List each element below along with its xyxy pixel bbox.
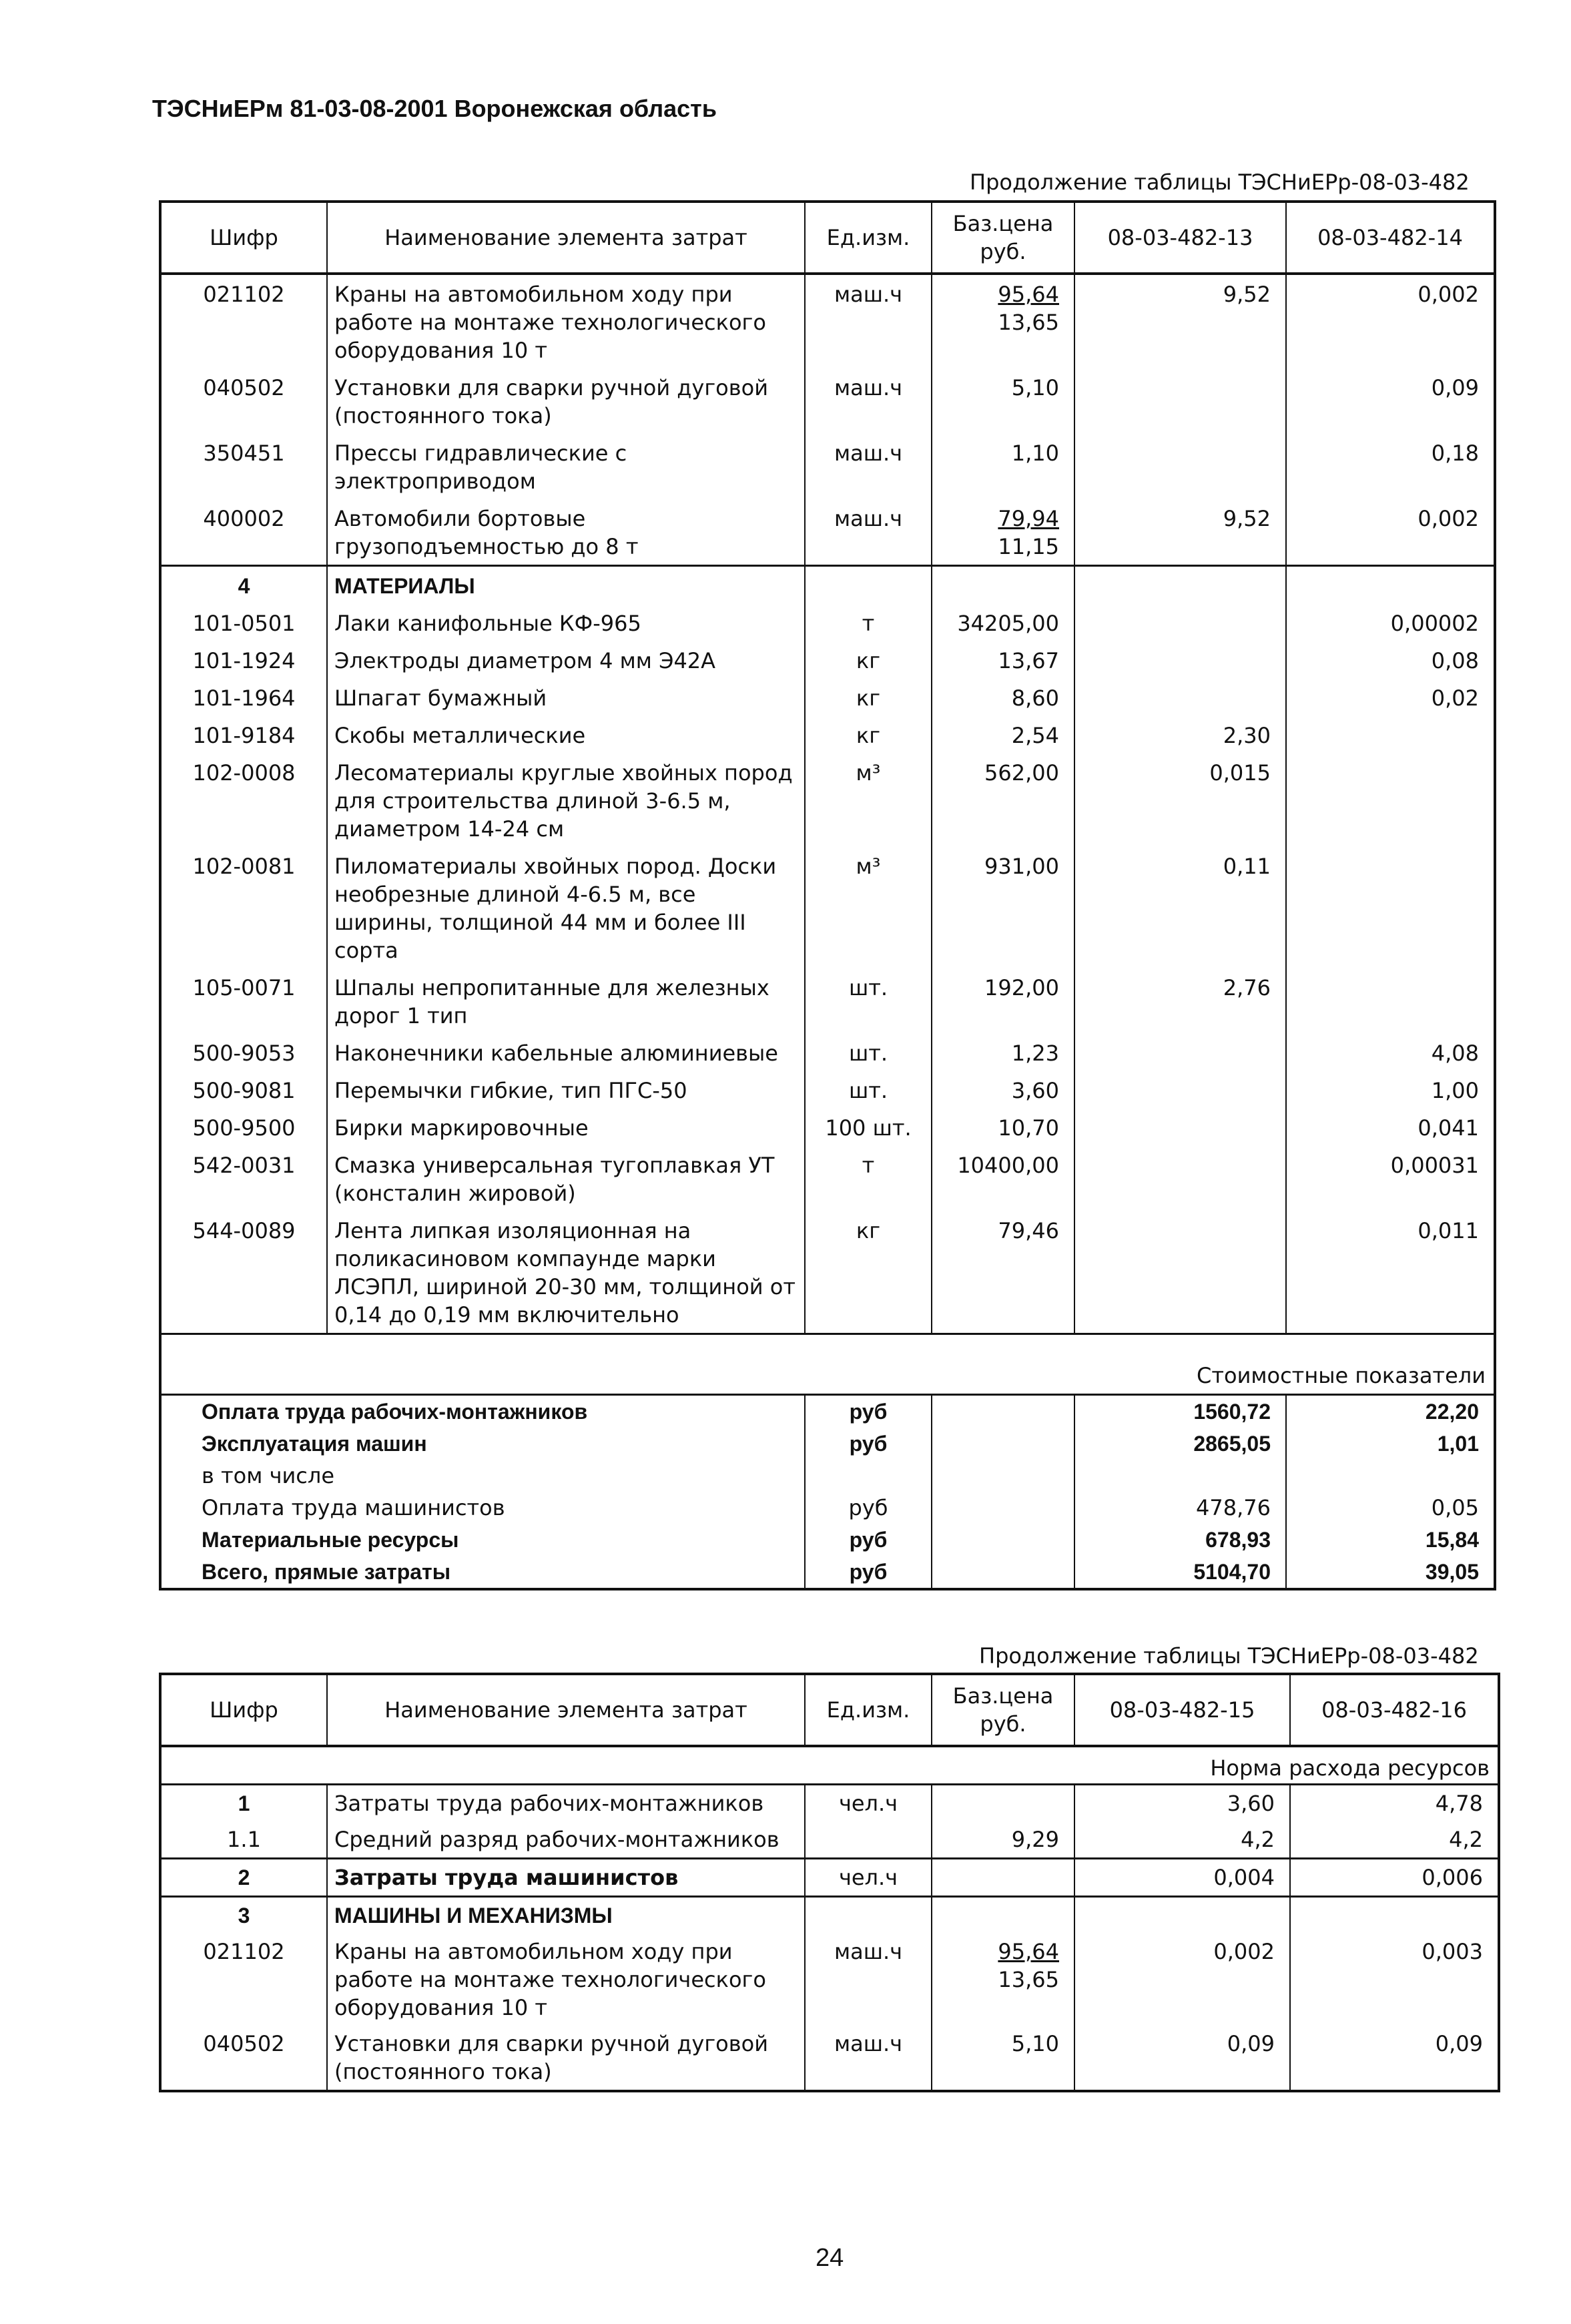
material-name: Лаки канифольные КФ-965 <box>327 604 805 641</box>
value-482-13 <box>1074 434 1286 499</box>
summary-482-13: 678,93 <box>1074 1524 1286 1556</box>
material-name: Наконечники кабельные алюминиевые <box>327 1034 805 1071</box>
base-price: 95,64 <box>998 1939 1059 1964</box>
base-price: 5,10 <box>1011 2031 1059 2056</box>
table-row <box>160 1211 1495 1334</box>
material-price: 931,00 <box>932 847 1074 968</box>
summary-482-14: 1,01 <box>1286 1428 1495 1460</box>
resource-price <box>932 1859 1074 1897</box>
page-number: 24 <box>816 2244 844 2272</box>
material-name: Шпагат бумажный <box>327 679 805 716</box>
material-name: Смазка универсальная тугоплавкая УТ (консталин жировой) <box>327 1146 805 1211</box>
empty-cell <box>932 566 1074 605</box>
table2 <box>159 1673 1500 2092</box>
table-row <box>160 274 1495 368</box>
summary-unit <box>805 1460 932 1492</box>
resource-price <box>932 274 1074 368</box>
base-price: 5,10 <box>1011 375 1059 400</box>
col-header-unit: Ед.изм. <box>805 1674 932 1746</box>
summary-row <box>160 1460 1495 1492</box>
material-name: Скобы металлические <box>327 716 805 754</box>
material-unit: м³ <box>805 754 932 847</box>
empty-cell <box>932 1395 1074 1428</box>
resource-unit: маш.ч <box>805 499 932 566</box>
value-482-15: 0,09 <box>1074 2026 1290 2091</box>
resource-code: 040502 <box>160 2026 327 2091</box>
resource-price <box>932 1934 1074 2026</box>
value-482-14 <box>1286 968 1495 1034</box>
resource-name: Автомобили бортовые грузоподъемностью до 8 т <box>327 499 805 566</box>
page-header: ТЭСНиЕРм 81-03-08-2001 Воронежская область <box>152 95 717 122</box>
section-title: МАТЕРИАЛЫ <box>327 566 805 605</box>
value-482-13 <box>1074 1146 1286 1211</box>
col-header-unit: Ед.изм. <box>805 202 932 274</box>
value-482-14: 0,002 <box>1286 274 1495 368</box>
resource-price <box>932 1785 1074 1822</box>
value-482-14: 0,00031 <box>1286 1146 1495 1211</box>
material-unit: м³ <box>805 847 932 968</box>
summary-label: Эксплуатация машин <box>160 1428 805 1460</box>
material-code: 500-9500 <box>160 1109 327 1146</box>
table-row <box>160 1934 1499 2026</box>
value-482-13: 2,30 <box>1074 716 1286 754</box>
value-482-16: 0,003 <box>1290 1934 1499 2026</box>
resource-price <box>932 499 1074 566</box>
table-row <box>160 641 1495 679</box>
col-header-name: Наименование элемента затрат <box>327 1674 805 1746</box>
material-unit: 100 шт. <box>805 1109 932 1146</box>
value-482-14: 0,002 <box>1286 499 1495 566</box>
table-row <box>160 754 1495 847</box>
material-code: 500-9081 <box>160 1071 327 1109</box>
summary-row <box>160 1428 1495 1460</box>
table-row <box>160 1109 1495 1146</box>
labour-price: 11,15 <box>998 534 1059 559</box>
value-482-15: 4,2 <box>1074 1821 1290 1859</box>
table-row <box>160 1034 1495 1071</box>
resource-unit: маш.ч <box>805 368 932 434</box>
material-code: 101-1964 <box>160 679 327 716</box>
col-header-code: Шифр <box>160 1674 327 1746</box>
material-price: 79,46 <box>932 1211 1074 1334</box>
summary-label: в том числе <box>160 1460 805 1492</box>
resource-name: Прессы гидравлические с электроприводом <box>327 434 805 499</box>
summary-482-13 <box>1074 1460 1286 1492</box>
resource-code: 2 <box>160 1859 327 1897</box>
col-header-v2: 08-03-482-14 <box>1286 202 1495 274</box>
table-row <box>160 847 1495 968</box>
table-row <box>160 716 1495 754</box>
value-482-16: 4,78 <box>1290 1785 1499 1822</box>
summary-label: Материальные ресурсы <box>160 1524 805 1556</box>
value-482-16: 4,2 <box>1290 1821 1499 1859</box>
resource-name: Установки для сварки ручной дуговой (постоянного тока) <box>327 2026 805 2091</box>
empty-cell <box>1074 566 1286 605</box>
value-482-13 <box>1074 368 1286 434</box>
table-row <box>160 1821 1499 1859</box>
value-482-14: 0,041 <box>1286 1109 1495 1146</box>
resource-unit: чел.ч <box>805 1785 932 1822</box>
material-unit: шт. <box>805 1034 932 1071</box>
base-price: 79,94 <box>998 506 1059 531</box>
value-482-13 <box>1074 604 1286 641</box>
value-482-13: 0,11 <box>1074 847 1286 968</box>
material-code: 544-0089 <box>160 1211 327 1334</box>
material-code: 101-1924 <box>160 641 327 679</box>
material-price: 10,70 <box>932 1109 1074 1146</box>
value-482-13 <box>1074 679 1286 716</box>
col-header-name: Наименование элемента затрат <box>327 202 805 274</box>
resource-name: Затраты труда рабочих-монтажников <box>327 1785 805 1822</box>
resource-unit <box>805 1821 932 1859</box>
value-482-13 <box>1074 1034 1286 1071</box>
summary-unit: руб <box>805 1428 932 1460</box>
resource-norm-band <box>160 1746 1499 1785</box>
resource-price <box>932 1897 1074 1934</box>
table-row <box>160 368 1495 434</box>
value-482-14: 0,00002 <box>1286 604 1495 641</box>
value-482-13: 2,76 <box>1074 968 1286 1034</box>
summary-482-14: 0,05 <box>1286 1492 1495 1524</box>
material-name: Электроды диаметром 4 мм Э42А <box>327 641 805 679</box>
material-unit: шт. <box>805 1071 932 1109</box>
material-code: 542-0031 <box>160 1146 327 1211</box>
base-price: 95,64 <box>998 282 1059 307</box>
col-header-code: Шифр <box>160 202 327 274</box>
resource-code: 021102 <box>160 274 327 368</box>
summary-482-14 <box>1286 1460 1495 1492</box>
table-row <box>160 434 1495 499</box>
material-unit: т <box>805 1146 932 1211</box>
empty-cell <box>932 1492 1074 1524</box>
material-name: Бирки маркировочные <box>327 1109 805 1146</box>
material-price: 8,60 <box>932 679 1074 716</box>
table-row <box>160 1146 1495 1211</box>
col-header-v1: 08-03-482-15 <box>1074 1674 1290 1746</box>
resource-unit: маш.ч <box>805 1934 932 2026</box>
resource-price <box>932 2026 1074 2091</box>
material-price: 192,00 <box>932 968 1074 1034</box>
material-price: 10400,00 <box>932 1146 1074 1211</box>
col-header-v2: 08-03-482-16 <box>1290 1674 1499 1746</box>
material-name: Шпалы непропитанные для железных дорог 1 тип <box>327 968 805 1034</box>
material-price: 1,23 <box>932 1034 1074 1071</box>
summary-label: Оплата труда рабочих-монтажников <box>160 1395 805 1428</box>
summary-unit: руб <box>805 1524 932 1556</box>
summary-482-14: 22,20 <box>1286 1395 1495 1428</box>
value-482-15: 3,60 <box>1074 1785 1290 1822</box>
value-482-16 <box>1290 1897 1499 1934</box>
material-price: 562,00 <box>932 754 1074 847</box>
value-482-13 <box>1074 1071 1286 1109</box>
resource-code: 040502 <box>160 368 327 434</box>
summary-unit: руб <box>805 1556 932 1589</box>
material-name: Лесоматериалы круглые хвойных пород для строительства длиной 3-6.5 м, диаметром 14-24 см <box>327 754 805 847</box>
resource-name: Затраты труда машинистов <box>327 1859 805 1897</box>
value-482-14 <box>1286 716 1495 754</box>
section-code: 4 <box>160 566 327 605</box>
empty-cell <box>932 1460 1074 1492</box>
col-header-price: Баз.цена руб. <box>932 202 1074 274</box>
base-price: 9,29 <box>1011 1827 1059 1852</box>
material-code: 500-9053 <box>160 1034 327 1071</box>
table-row <box>160 968 1495 1034</box>
table-row <box>160 499 1495 566</box>
section-row <box>160 1897 1499 1934</box>
summary-row <box>160 1395 1495 1428</box>
resource-code: 1 <box>160 1785 327 1822</box>
material-code: 102-0081 <box>160 847 327 968</box>
resource-unit <box>805 1897 932 1934</box>
summary-482-13: 1560,72 <box>1074 1395 1286 1428</box>
material-code: 102-0008 <box>160 754 327 847</box>
empty-cell <box>932 1428 1074 1460</box>
band-label: Норма расхода ресурсов <box>160 1746 1499 1785</box>
table1-continuation: Продолжение таблицы ТЭСНиЕРр-08-03-482 <box>970 170 1470 195</box>
resource-unit: маш.ч <box>805 274 932 368</box>
table-row <box>160 1785 1499 1822</box>
summary-row <box>160 1492 1495 1524</box>
resource-code: 350451 <box>160 434 327 499</box>
cost-indicators-band <box>160 1334 1495 1395</box>
value-482-15 <box>1074 1897 1290 1934</box>
resource-unit: маш.ч <box>805 434 932 499</box>
value-482-13 <box>1074 1211 1286 1334</box>
resource-name: Установки для сварки ручной дуговой (постоянного тока) <box>327 368 805 434</box>
summary-row <box>160 1556 1495 1589</box>
summary-482-13: 478,76 <box>1074 1492 1286 1524</box>
summary-label: Всего, прямые затраты <box>160 1556 805 1589</box>
material-price: 13,67 <box>932 641 1074 679</box>
summary-unit: руб <box>805 1492 932 1524</box>
base-price: 1,10 <box>1011 441 1059 466</box>
resource-unit: чел.ч <box>805 1859 932 1897</box>
empty-cell <box>805 566 932 605</box>
col-header-price: Баз.цена руб. <box>932 1674 1074 1746</box>
material-name: Пиломатериалы хвойных пород. Доски необрезные длиной 4-6.5 м, все ширины, толщиной 44 мм и более III сорта <box>327 847 805 968</box>
value-482-14: 0,02 <box>1286 679 1495 716</box>
table2-continuation: Продолжение таблицы ТЭСНиЕРр-08-03-482 <box>979 1643 1479 1669</box>
resource-unit: маш.ч <box>805 2026 932 2091</box>
table1 <box>159 200 1496 1590</box>
resource-name: Средний разряд рабочих-монтажников <box>327 1821 805 1859</box>
value-482-16: 0,006 <box>1290 1859 1499 1897</box>
material-unit: шт. <box>805 968 932 1034</box>
material-unit: кг <box>805 679 932 716</box>
empty-cell <box>1286 566 1495 605</box>
resource-name: Краны на автомобильном ходу при работе на монтаже технологического оборудования 10 т <box>327 274 805 368</box>
value-482-14: 0,18 <box>1286 434 1495 499</box>
material-code: 101-0501 <box>160 604 327 641</box>
empty-cell <box>932 1524 1074 1556</box>
resource-code: 021102 <box>160 1934 327 2026</box>
empty-cell <box>932 1556 1074 1589</box>
table-row <box>160 1071 1495 1109</box>
material-price: 3,60 <box>932 1071 1074 1109</box>
resource-price <box>932 434 1074 499</box>
value-482-15: 0,004 <box>1074 1859 1290 1897</box>
value-482-14: 1,00 <box>1286 1071 1495 1109</box>
value-482-14: 4,08 <box>1286 1034 1495 1071</box>
summary-482-13: 5104,70 <box>1074 1556 1286 1589</box>
material-code: 105-0071 <box>160 968 327 1034</box>
material-code: 101-9184 <box>160 716 327 754</box>
value-482-14: 0,08 <box>1286 641 1495 679</box>
table-row <box>160 1859 1499 1897</box>
value-482-13: 0,015 <box>1074 754 1286 847</box>
material-name: Перемычки гибкие, тип ПГС-50 <box>327 1071 805 1109</box>
summary-482-14: 15,84 <box>1286 1524 1495 1556</box>
resource-code: 1.1 <box>160 1821 327 1859</box>
resource-name: МАШИНЫ И МЕХАНИЗМЫ <box>327 1897 805 1934</box>
summary-label: Оплата труда машинистов <box>160 1492 805 1524</box>
value-482-13: 9,52 <box>1074 274 1286 368</box>
summary-482-13: 2865,05 <box>1074 1428 1286 1460</box>
value-482-14 <box>1286 754 1495 847</box>
value-482-15: 0,002 <box>1074 1934 1290 2026</box>
resource-price <box>932 368 1074 434</box>
value-482-13 <box>1074 1109 1286 1146</box>
band-label: Стоимостные показатели <box>160 1334 1495 1395</box>
value-482-13 <box>1074 641 1286 679</box>
value-482-14 <box>1286 847 1495 968</box>
section-row <box>160 566 1495 605</box>
summary-row <box>160 1524 1495 1556</box>
resource-code: 3 <box>160 1897 327 1934</box>
material-unit: т <box>805 604 932 641</box>
table-row <box>160 679 1495 716</box>
labour-price: 13,65 <box>998 1967 1059 1992</box>
material-unit: кг <box>805 716 932 754</box>
col-header-v1: 08-03-482-13 <box>1074 202 1286 274</box>
material-name: Лента липкая изоляционная на поликасиновом компаунде марки ЛСЭПЛ, шириной 20-30 мм, толщиной от 0,14 до 0,19 мм включительно <box>327 1211 805 1334</box>
summary-unit: руб <box>805 1395 932 1428</box>
value-482-14: 0,09 <box>1286 368 1495 434</box>
material-unit: кг <box>805 1211 932 1334</box>
value-482-13: 9,52 <box>1074 499 1286 566</box>
table-row <box>160 604 1495 641</box>
resource-code: 400002 <box>160 499 327 566</box>
resource-price <box>932 1821 1074 1859</box>
resource-name: Краны на автомобильном ходу при работе на монтаже технологического оборудования 10 т <box>327 1934 805 2026</box>
value-482-14: 0,011 <box>1286 1211 1495 1334</box>
material-price: 34205,00 <box>932 604 1074 641</box>
material-unit: кг <box>805 641 932 679</box>
table-row <box>160 2026 1499 2091</box>
labour-price: 13,65 <box>998 310 1059 335</box>
material-price: 2,54 <box>932 716 1074 754</box>
summary-482-14: 39,05 <box>1286 1556 1495 1589</box>
value-482-16: 0,09 <box>1290 2026 1499 2091</box>
